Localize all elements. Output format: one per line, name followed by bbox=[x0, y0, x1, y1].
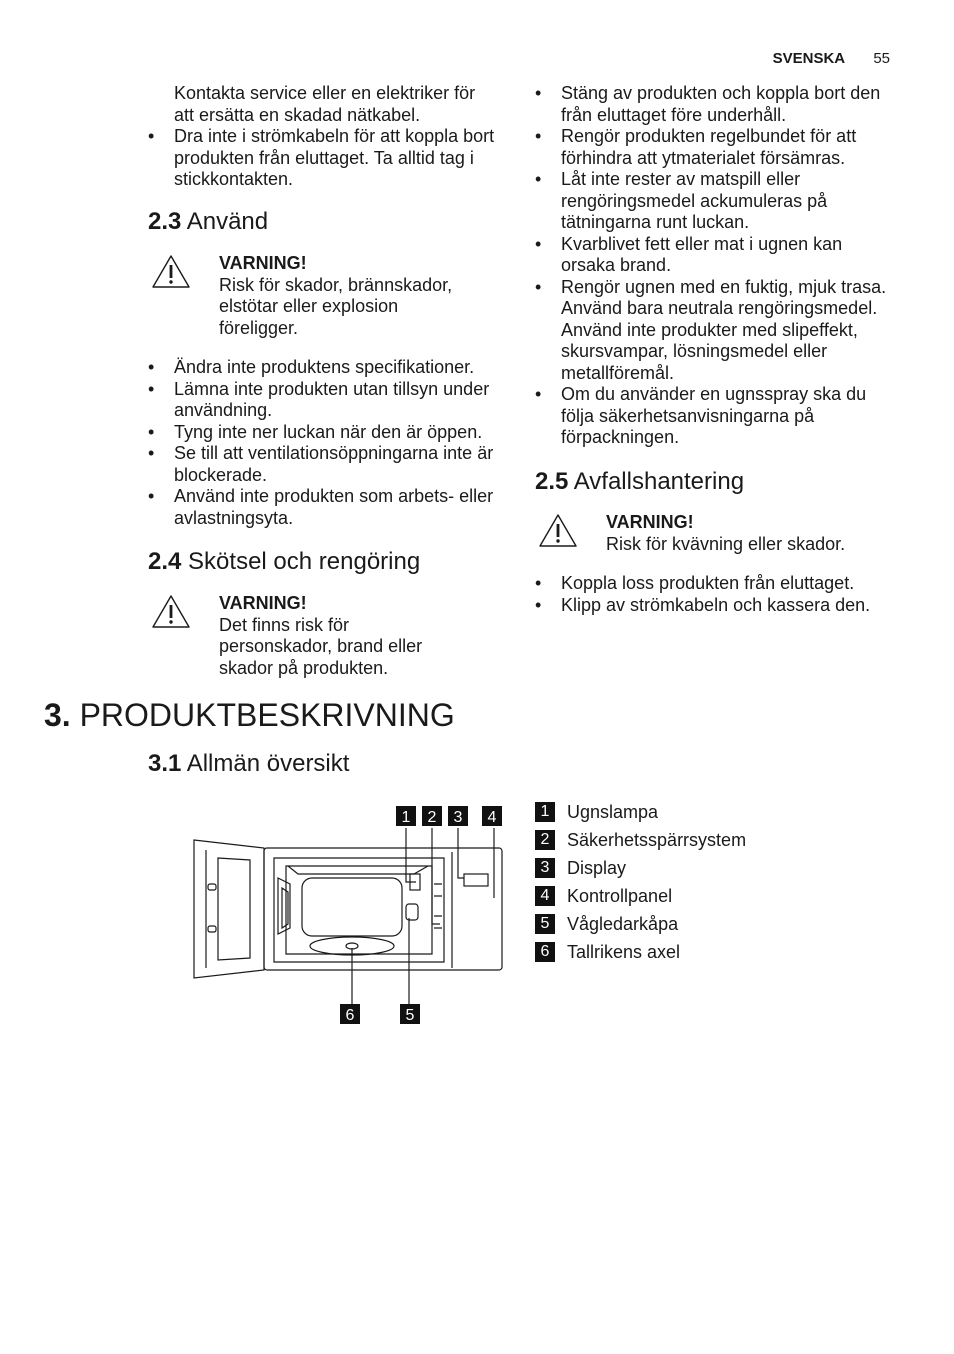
warning-box bbox=[150, 253, 500, 343]
list-item: • Om du använder en ugnsspray ska du följa säkerhetsanvisningarna på förpackningen. bbox=[535, 384, 895, 449]
callout-5: 5 bbox=[405, 1007, 415, 1024]
callout-3: 3 bbox=[453, 809, 463, 826]
legend-item bbox=[535, 854, 746, 882]
section-2-3-list bbox=[148, 357, 500, 529]
list-item: • Ändra inte produktens specifikationer. bbox=[148, 357, 500, 379]
chapter-heading bbox=[44, 693, 455, 737]
list-item: • Lämna inte produkten utan tillsyn under användning. bbox=[148, 379, 500, 422]
warning-text: Risk för kvävning eller skador. bbox=[606, 533, 846, 554]
list-item: • Låt inte rester av matspill eller rengöringsmedel ackumuleras på tätningarna runt luckan. bbox=[535, 169, 895, 234]
legend-label: Tallrikens axel bbox=[567, 941, 681, 962]
warning-title: VARNING! bbox=[219, 593, 307, 613]
warning-text: Det finns risk för personskador, brand eller skador på produkten. bbox=[219, 614, 423, 678]
list-item: • Använd inte produkten som arbets- eller avlastningsyta. bbox=[148, 486, 500, 529]
section-number: 2.3 bbox=[148, 208, 182, 235]
legend-label: Display bbox=[567, 857, 627, 878]
legend-number: 1 bbox=[535, 802, 555, 822]
warning-icon bbox=[150, 593, 192, 631]
legend-number: 2 bbox=[535, 830, 555, 850]
list-item: • Rengör ugnen med en fuktig, mjuk trasa. Använd bara neutrala rengöringsmedel. Använd inte produkter med slipeffekt, skursvampar, lösningsmedel eller metallföremål. bbox=[535, 277, 895, 385]
section-title: Använd bbox=[186, 208, 269, 235]
legend-number: 6 bbox=[535, 942, 555, 962]
section-3-1-heading bbox=[148, 750, 349, 778]
section-2-4-list bbox=[535, 83, 895, 449]
callout-1: 1 bbox=[401, 809, 411, 826]
warning-title: VARNING! bbox=[606, 512, 694, 532]
legend-label: Ugnslampa bbox=[567, 801, 659, 822]
chapter-number: 3. bbox=[44, 697, 71, 733]
warning-box bbox=[150, 593, 500, 683]
chapter-title: PRODUKTBESKRIVNING bbox=[79, 697, 455, 733]
section-2-3-heading bbox=[148, 208, 268, 236]
legend-item bbox=[535, 938, 746, 966]
section-2-5-list bbox=[535, 573, 895, 616]
section-title: Avfallshantering bbox=[573, 468, 745, 495]
list-item: • Koppla loss produkten från eluttaget. bbox=[535, 573, 895, 595]
waveguide-cover-shape bbox=[406, 904, 418, 920]
callout-group-bottom bbox=[340, 1004, 420, 1024]
list-item: • Rengör produkten regelbundet för att förhindra att ytmaterialet försämras. bbox=[535, 126, 895, 169]
list-item: • Se till att ventilationsöppningarna inte är blockerade. bbox=[148, 443, 500, 486]
legend-item bbox=[535, 826, 746, 854]
door-window bbox=[218, 858, 250, 960]
list-item: • Klipp av strömkabeln och kassera den. bbox=[535, 595, 895, 617]
list-item: • Tyng inte ner luckan när den är öppen. bbox=[148, 422, 500, 444]
warning-icon bbox=[537, 512, 579, 550]
legend-item bbox=[535, 882, 746, 910]
diagram-legend bbox=[535, 798, 746, 966]
door-outline bbox=[194, 840, 264, 978]
legend-item bbox=[535, 910, 746, 938]
list-item: • Kvarblivet fett eller mat i ugnen kan orsaka brand. bbox=[535, 234, 895, 277]
warning-title: VARNING! bbox=[219, 253, 307, 273]
warning-box bbox=[537, 512, 892, 562]
warning-text: Risk för skador, brännskador, elstötar eller explosion föreligger. bbox=[219, 274, 453, 338]
page-number: 55 bbox=[873, 50, 890, 67]
section-2-5-heading bbox=[535, 468, 744, 496]
display-shape bbox=[464, 874, 488, 886]
section-number: 2.4 bbox=[148, 548, 182, 575]
section-title: Skötsel och rengöring bbox=[188, 548, 421, 575]
legend-item bbox=[535, 798, 746, 826]
section-title: Allmän översikt bbox=[186, 750, 350, 777]
microwave-diagram bbox=[190, 800, 510, 1030]
callout-6: 6 bbox=[345, 1007, 355, 1024]
section-number: 2.5 bbox=[535, 468, 569, 495]
legend-label: Säkerhetsspärrsystem bbox=[567, 829, 747, 850]
language-label: SVENSKA bbox=[772, 50, 846, 67]
legend-number: 5 bbox=[535, 914, 555, 934]
list-item: • Dra inte i strömkabeln för att koppla bort produkten från eluttaget. Ta alltid tag i stickkontakten. bbox=[148, 126, 500, 191]
legend-label: Kontrollpanel bbox=[567, 885, 673, 906]
section-number: 3.1 bbox=[148, 750, 182, 777]
legend-label: Vågledarkåpa bbox=[567, 913, 679, 934]
intro-bullet-list bbox=[148, 126, 500, 191]
callout-2: 2 bbox=[427, 809, 437, 826]
list-item: • Stäng av produkten och koppla bort den från eluttaget före underhåll. bbox=[535, 83, 895, 126]
page-header bbox=[773, 50, 890, 67]
legend-number: 3 bbox=[535, 858, 555, 878]
section-2-4-heading bbox=[148, 548, 420, 576]
intro-continuation: Kontakta service eller en elektriker för att ersätta en skadad nätkabel. bbox=[174, 83, 476, 125]
intro-text bbox=[148, 83, 500, 191]
legend-number: 4 bbox=[535, 886, 555, 906]
callout-4: 4 bbox=[487, 809, 497, 826]
warning-icon bbox=[150, 253, 192, 291]
callout-group-top bbox=[396, 806, 502, 826]
